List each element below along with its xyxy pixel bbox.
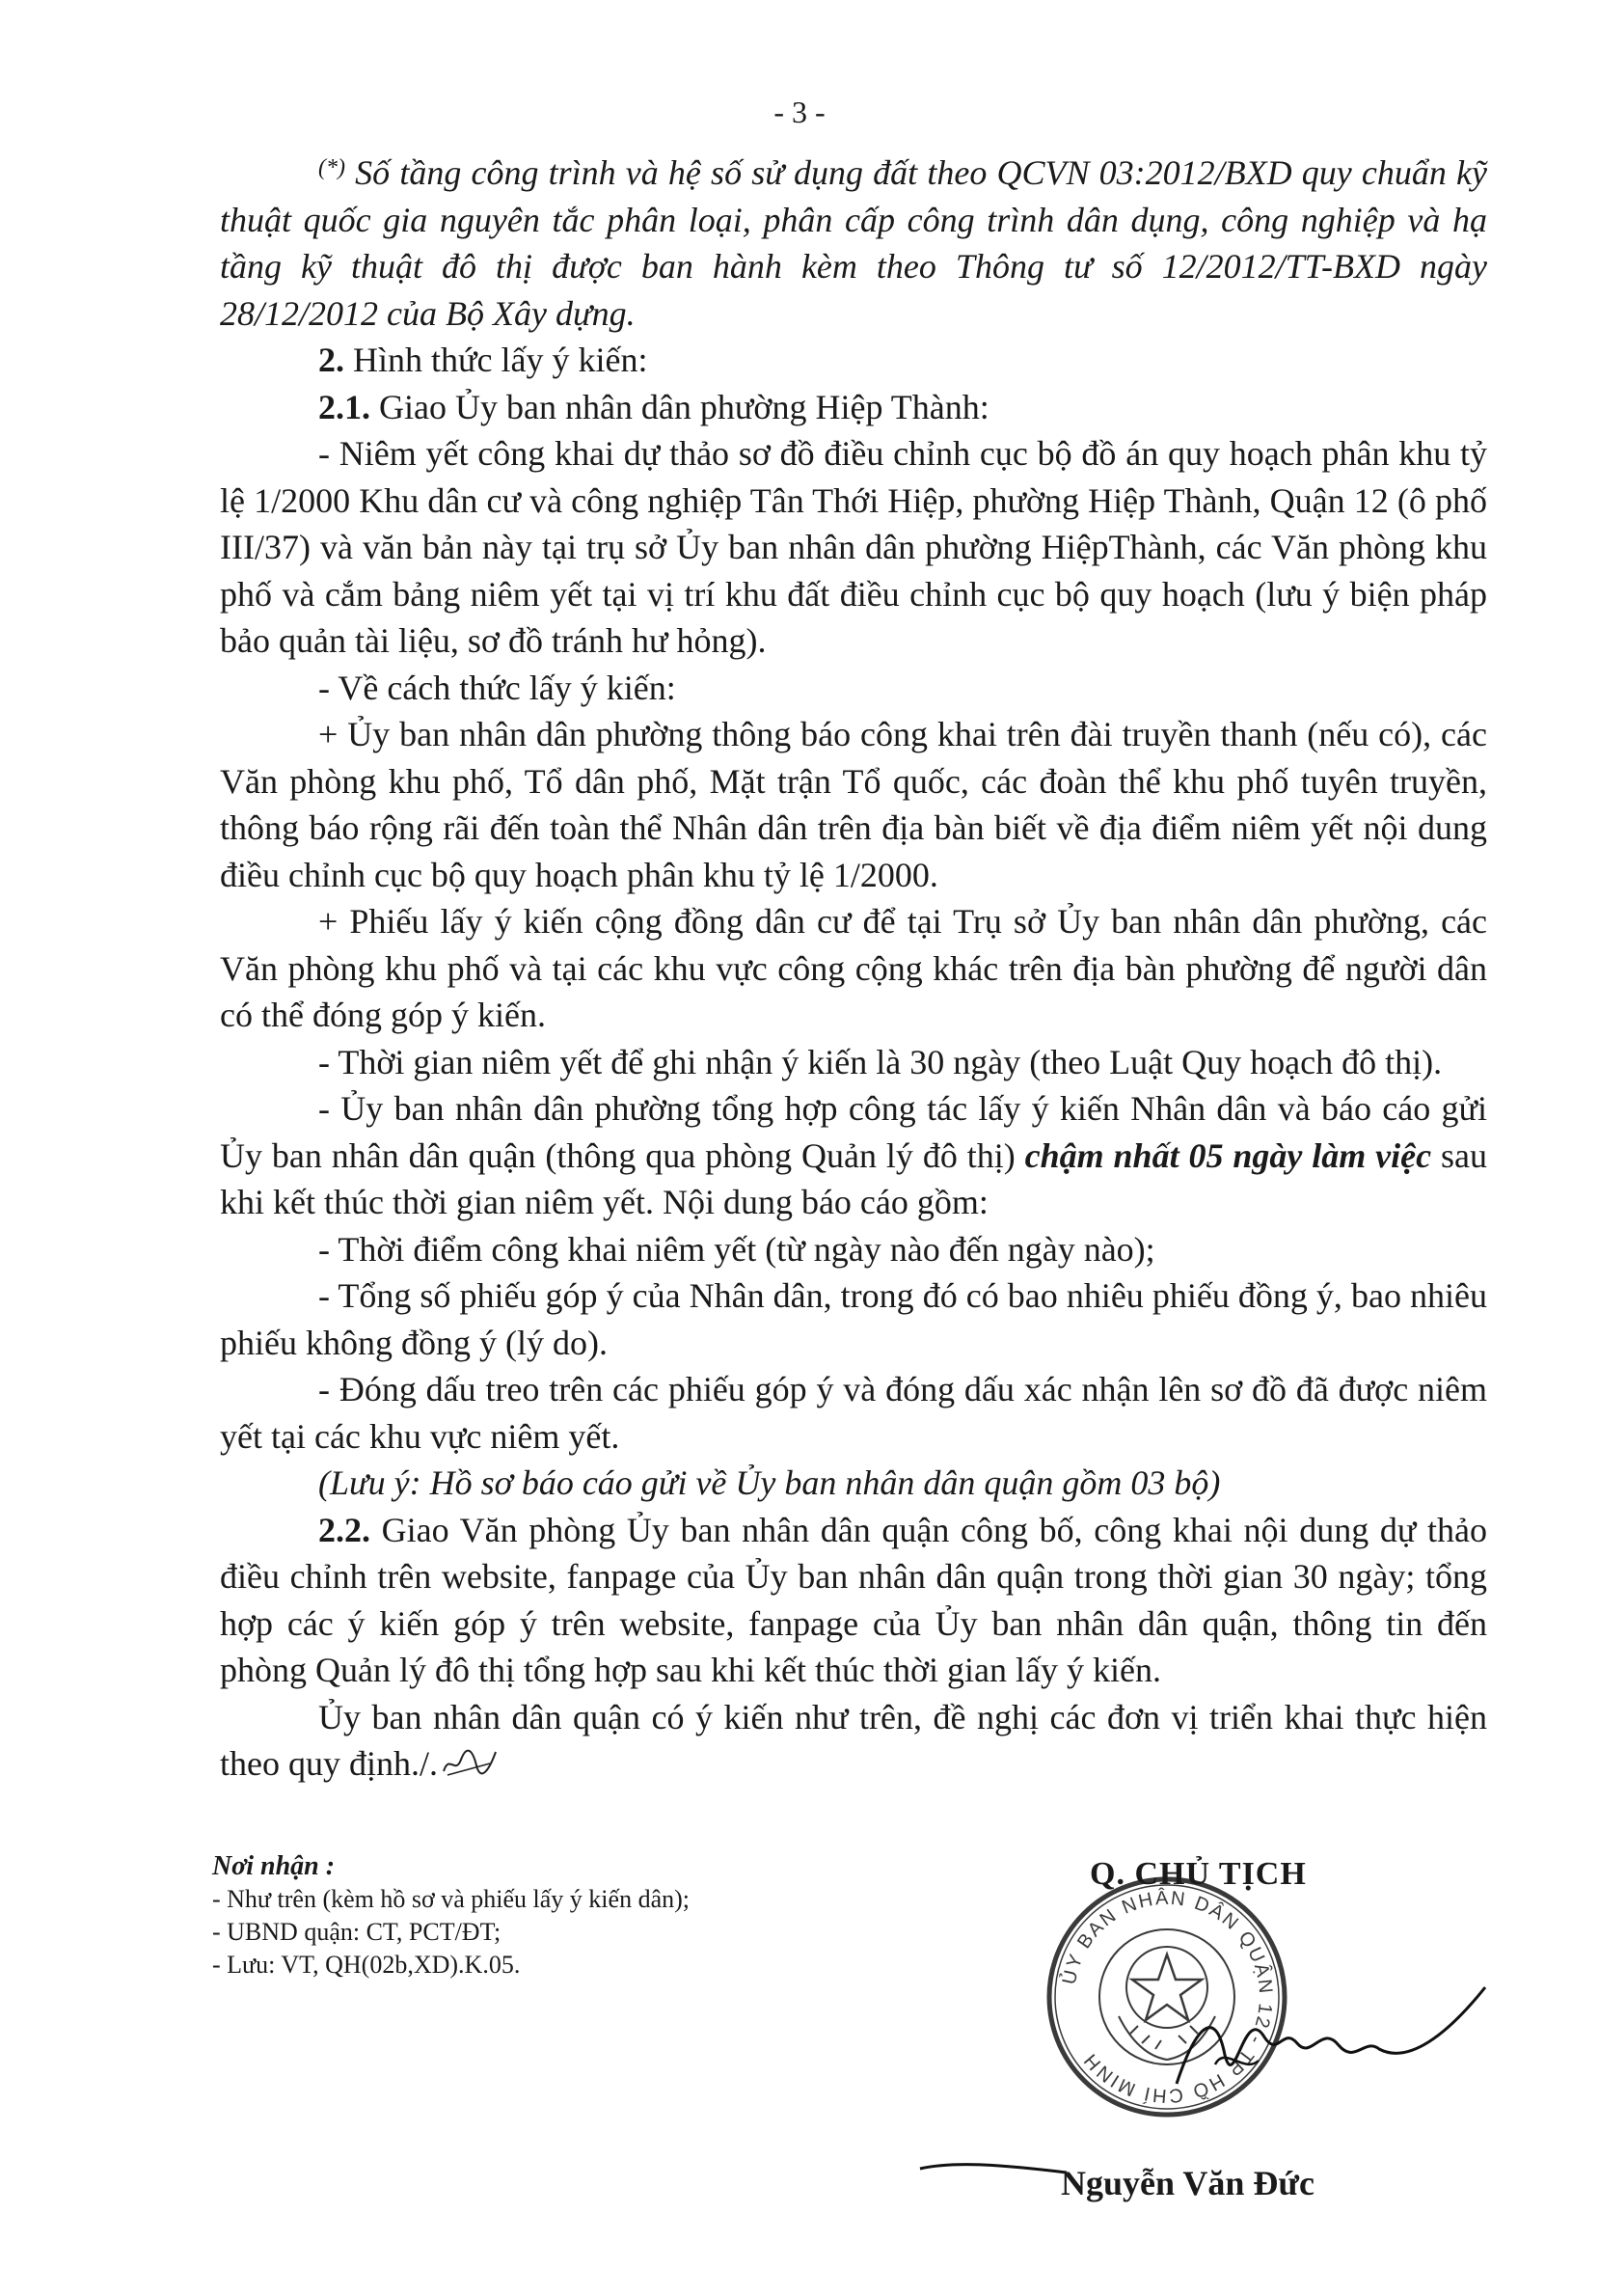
page-number: - 3 - (773, 95, 826, 129)
section-2-2-paragraph (220, 1507, 1487, 1694)
recipients-title: Nơi nhận : (212, 1851, 336, 1881)
paragraph-thong-bao: + Ủy ban nhân dân phường thông báo công khai trên đài truyền thanh (nếu có), các Văn phòng khu phố, Tổ dân phố, Mặt trận Tổ quốc, các đoàn thể khu phố tuyên truyền, thông báo rộng rãi đến toàn thể Nhân dân trên địa bàn biết về địa điểm niêm yết nội dung điều chỉnh cục bộ quy hoạch phân khu tỷ lệ 1/2000. (220, 715, 1487, 894)
footnote-text: Số tầng công trình và hệ số sử dụng đất theo QCVN 03:2012/BXD quy chuẩn kỹ thuật quốc gia nguyên tắc phân loại, phân cấp công trình dân dụng, công nghiệp và hạ tầng kỹ thuật đô thị được ban hành kèm theo Thông tư số 12/2012/TT-BXD ngày 28/12/2012 của Bộ Xây dựng. (220, 153, 1488, 333)
tong-hop-text-a: - Ủy ban nhân dân phường tổng hợp công tác lấy ý kiến Nhân dân và báo cáo gửi Ủy ban nhân dân quận (thông qua phòng Quản lý đô thị) (220, 1089, 1487, 1175)
tong-hop-deadline: chậm nhất 05 ngày làm việc (1024, 1135, 1432, 1175)
section-2-2-number: 2.2. (318, 1510, 370, 1549)
footnote-marker: (*) (318, 155, 345, 180)
document-body (220, 145, 1487, 1788)
paragraph-cach-thuc: - Về cách thức lấy ý kiến: (318, 668, 676, 707)
paragraph-closing (220, 1694, 1487, 1788)
seal-text: ỦY BAN NHÂN DÂN QUẬN 12 - TP HỒ CHÍ MINH (1058, 1887, 1277, 2107)
tong-hop-text-b: sau khi kết thúc thời gian niêm yết. Nội dung báo cáo gồm: (220, 1135, 1487, 1221)
section-2-text: Hình thức lấy ý kiến: (344, 341, 648, 379)
handwritten-signature (1157, 1968, 1504, 2113)
signature-block (1022, 1833, 1504, 2238)
paragraph-niem-yet: - Niêm yết công khai dự thảo sơ đồ điều chỉnh cục bộ đồ án quy hoạch phân khu tỷ lệ 1/2000 Khu dân cư và công nghiệp Tân Thới Hiệp, phường Hiệp Thành, Quận 12 (ô phố III/37) và văn bản này tại trụ sở Ủy ban nhân dân phường HiệpThành, các Văn phòng khu phố và cắm bảng niêm yết tại vị trí khu đất điều chỉnh cục bộ quy hoạch (lưu ý biện pháp bảo quản tài liệu, sơ đồ tránh hư hỏng). (220, 434, 1487, 660)
paragraph-tong-hop (220, 1085, 1487, 1226)
signer-role: Q. CHỦ TỊCH (1090, 1856, 1307, 1892)
paragraph-tong-so: - Tổng số phiếu góp ý của Nhân dân, trong đó có bao nhiêu phiếu đồng ý, bao nhiêu phiếu không đồng ý (lý do). (220, 1276, 1487, 1362)
recipients-block (212, 1850, 907, 1982)
section-2-1-number: 2.1. (318, 387, 370, 426)
closing-text: Ủy ban nhân dân quận có ý kiến như trên, đề nghị các đơn vị triển khai thực hiện theo quy định./. (220, 1697, 1487, 1783)
footnote-paragraph (220, 145, 1487, 337)
signer-name: Nguyễn Văn Đức (1061, 2164, 1314, 2202)
recipient-item: - UBND quận: CT, PCT/ĐT; (212, 1918, 501, 1946)
signature-underline-stroke (916, 2151, 1071, 2190)
recipient-item: - Lưu: VT, QH(02b,XD).K.05. (212, 1951, 521, 1979)
paragraph-phieu: + Phiếu lấy ý kiến cộng đồng dân cư để tại Trụ sở Ủy ban nhân dân phường, các Văn phòng khu phố và tại các khu vực công cộng khác trên địa bàn phường để người dân có thể đóng góp ý kiến. (220, 902, 1487, 1034)
section-2-1-text: Giao Ủy ban nhân dân phường Hiệp Thành: (370, 387, 989, 426)
section-2-2-text: Giao Văn phòng Ủy ban nhân dân quận công bố, công khai nội dung dự thảo điều chỉnh trên website, fanpage của Ủy ban nhân dân quận trong thời gian 30 ngày; tổng hợp các ý kiến góp ý trên website, fanpage của Ủy ban nhân dân quận, thông tin đến phòng Quản lý đô thị tổng hợp sau khi kết thúc thời gian lấy ý kiến. (220, 1510, 1487, 1689)
initials-mark (440, 1746, 498, 1779)
recipient-item: - Như trên (kèm hồ sơ và phiếu lấy ý kiến dân); (212, 1885, 690, 1913)
section-2-1-heading (220, 384, 1487, 431)
paragraph-thoi-diem: - Thời điểm công khai niêm yết (từ ngày nào đến ngày nào); (318, 1229, 1155, 1269)
paragraph-luu-y: (Lưu ý: Hồ sơ báo cáo gửi về Ủy ban nhân dân quận gồm 03 bộ) (318, 1463, 1221, 1502)
paragraph-thoi-gian: - Thời gian niêm yết để ghi nhận ý kiến là 30 ngày (theo Luật Quy hoạch đô thị). (318, 1042, 1443, 1081)
paragraph-dong-dau: - Đóng dấu treo trên các phiếu góp ý và đóng dấu xác nhận lên sơ đồ đã được niêm yết tại các khu vực niêm yết. (220, 1370, 1487, 1456)
section-2-heading (220, 337, 1487, 384)
section-2-number: 2. (318, 341, 344, 379)
